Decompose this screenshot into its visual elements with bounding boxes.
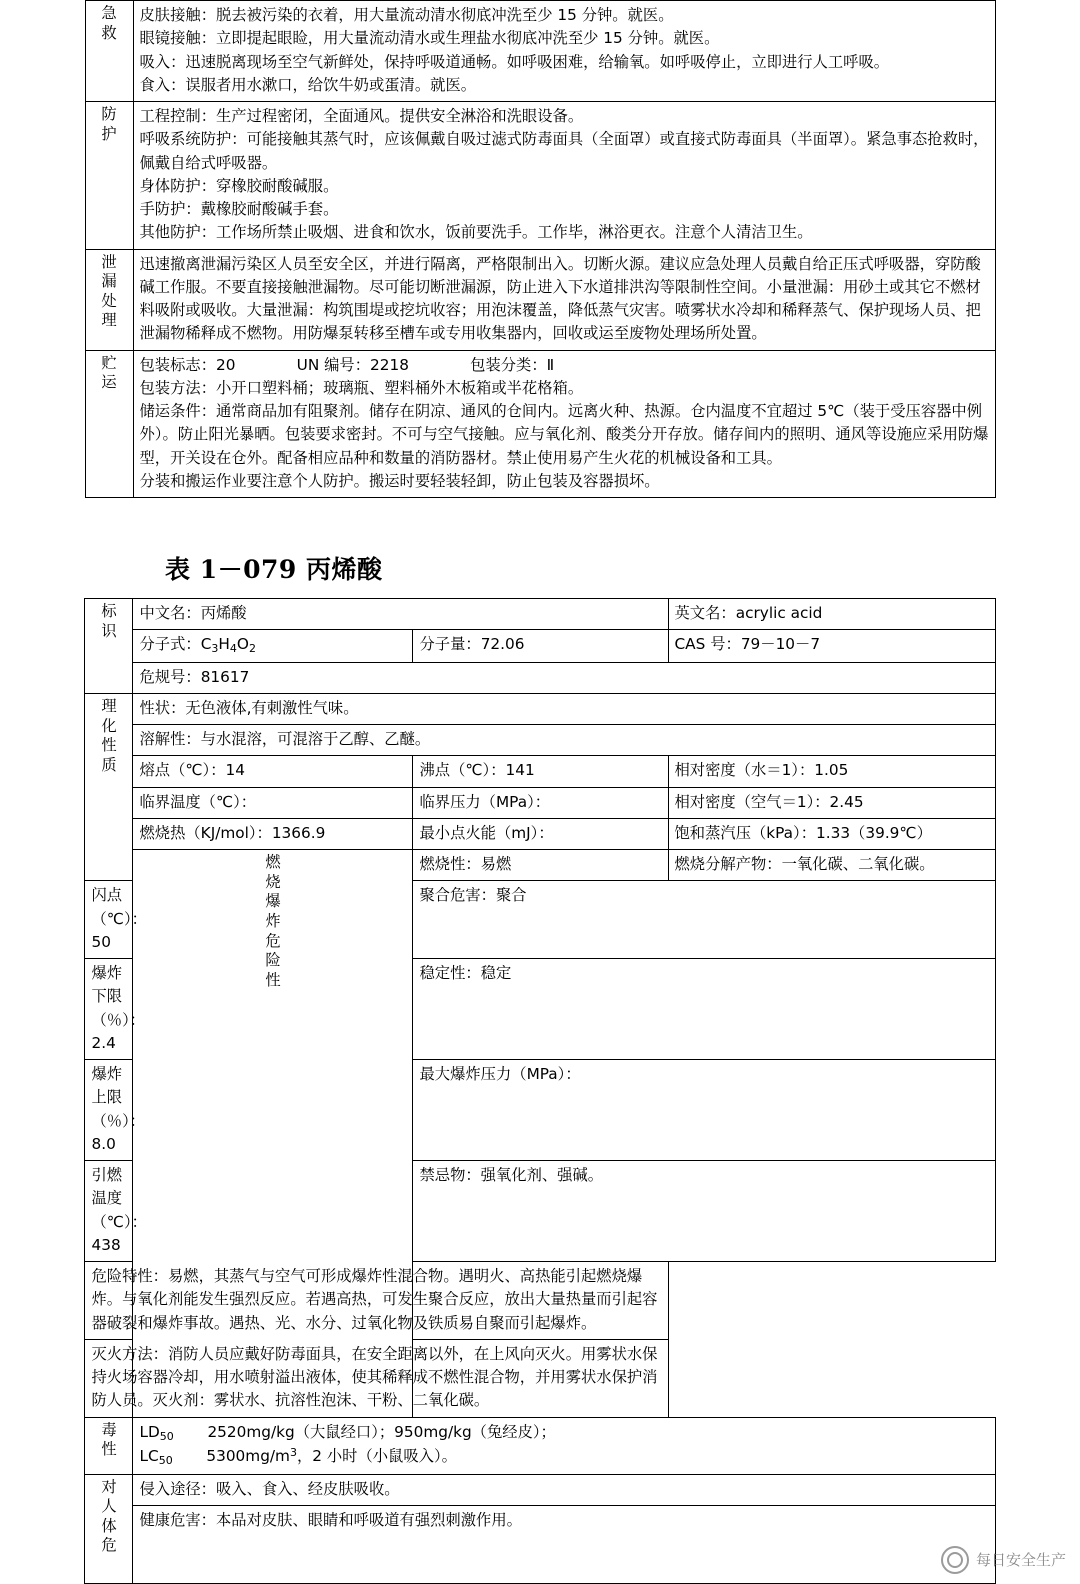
row-content-storage-transport: [133, 350, 995, 498]
cell-relative-density-water: 相对密度（水＝1）：1.05: [668, 756, 995, 787]
mw-label: 分子量：: [419, 635, 481, 654]
cell-molecular-weight: [413, 630, 668, 662]
cell-toxicity-values: [133, 1417, 995, 1474]
cell-flash-point: 闪点（℃）：50: [85, 881, 133, 959]
cell-polymerization-hazard: 聚合危害：聚合: [413, 881, 995, 959]
row-content-leak-handling: [133, 249, 995, 350]
first-aid-inhalation: 吸入：迅速脱离现场至空气新鲜处，保持呼吸道通畅。如呼吸困难，给输氧。如呼吸停止，立即进行人工呼吸。: [139, 52, 890, 71]
table-row: [85, 662, 995, 693]
table-row: [85, 756, 995, 787]
cell-exposure-route: 侵入途径：吸入、食入、经皮肤吸收。: [133, 1474, 995, 1505]
ld50-line: $LD_{50}$ 2520mg/kg（大鼠经口）；950mg/kg（兔经皮）；: [139, 1422, 556, 1443]
cell-english-name: [668, 599, 995, 630]
protection-engineering: 工程控制：生产过程密闭，全面通风。提供安全淋浴和洗眼设备。: [139, 107, 584, 125]
protection-other: 其他防护：工作场所禁止吸烟、进食和饮水，饭前要洗手。工作毕，淋浴更衣。注意个人清洁卫生。: [139, 223, 813, 242]
chinese-name-value: 丙烯酸: [200, 604, 247, 622]
cell-upper-explosion-limit: 爆炸上限（％）：8.0: [85, 1060, 133, 1161]
cell-molecular-formula: [133, 630, 413, 662]
cell-combustion-heat: 燃烧热（KJ/mol）：1366.9: [133, 818, 413, 849]
cell-critical-temperature: 临界温度（℃）：: [133, 787, 413, 818]
cell-lower-explosion-limit: 爆炸下限（％）：2.4: [85, 959, 133, 1060]
table-row: [85, 1505, 995, 1583]
table-row: [85, 350, 995, 498]
row-label-text: 对人体危: [101, 1477, 117, 1555]
table-row: [85, 850, 995, 881]
row-label-text: 急救: [101, 4, 117, 42]
table-row: [85, 1, 995, 102]
row-content-first-aid: [133, 1, 995, 102]
section-spacer: [0, 498, 1080, 528]
table-row: [85, 818, 995, 849]
cell-stability: 稳定性：稳定: [413, 959, 995, 1060]
page-title: 表 1－079 丙烯酸: [165, 555, 383, 584]
formula-value: $C_3H_4O_2$: [200, 635, 256, 655]
chemical-safety-table-top: [85, 0, 996, 498]
cell-cas-number: [668, 630, 995, 662]
row-label-human-hazard: [85, 1474, 133, 1583]
row-label-first-aid: [85, 1, 133, 102]
row-label-protection: [85, 102, 133, 250]
table-row: [85, 630, 995, 662]
circle-logo-icon: [941, 1546, 969, 1574]
cas-label: CAS 号：: [674, 635, 741, 654]
row-label-identity: [85, 599, 133, 694]
table-row: [85, 102, 995, 250]
cell-health-hazard: 健康危害：本品对皮肤、眼睛和呼吸道有强烈刺激作用。: [133, 1505, 995, 1583]
table-row: [85, 725, 995, 756]
row-label-text: 泄漏处理: [101, 252, 117, 330]
packaging-mark: 包装标志：20 UN 编号：2218 包装分类：Ⅱ: [139, 355, 555, 374]
cell-boiling-point: 沸点（℃）：141: [413, 756, 668, 787]
packaging-method: 包装方法：小开口塑料桶；玻璃瓶、塑料桶外木板箱或半花格箱。: [139, 378, 584, 397]
hazard-no-label: 危规号：: [139, 667, 201, 686]
row-label-text: 毒性: [101, 1420, 117, 1459]
cell-relative-density-air: 相对密度（空气＝1）：2.45: [668, 787, 995, 818]
cell-decomposition-products: 燃烧分解产物：一氧化碳、二氧化碳。: [668, 850, 995, 881]
protection-respiratory: 呼吸系统防护：可能接触其蒸气时，应该佩戴自吸过滤式防毒面具（全面罩）或直接式防毒面具（半面罩）。紧急事态抢救时，佩戴自给式呼吸器。: [139, 130, 989, 172]
leak-handling-text: 迅速撤离泄漏污染区人员至安全区，并进行隔离，严格限制出入。切断火源。建议应急处理人员戴自给正压式呼吸器，穿防酸碱工作服。不要直接接触泄漏物。尽可能切断泄漏源，防止进入下水道排洪沟等限制性空间。小量泄漏：用砂土或其它不燃材料吸附或吸收。大量泄漏：构筑围堤或挖坑收容；用泡沫覆盖，降低蒸气灾害。喷雾状水冷却和稀释蒸气、保护现场人员、把泄漏物稀释成不燃物。用防爆泵转移至槽车或专用收集器内，回收或运至废物处理场所处置。: [139, 254, 981, 343]
first-aid-eye: 眼镜接触：立即提起眼睑，用大量流动清水或生理盐水彻底冲洗至少 15 分钟。就医。: [139, 29, 720, 48]
cell-min-ignition-energy: 最小点火能（mJ）：: [413, 818, 668, 849]
row-label-toxicity: [85, 1417, 133, 1474]
table-row: [85, 599, 995, 630]
row-label-text: 贮运: [101, 353, 117, 392]
cell-extinguishing-method: 灭火方法：消防人员应戴好防毒面具，在安全距离以外，在上风向灭火。用雾状水保持火场容器冷却，用水喷射溢出液体，使其稀释成不燃性混合物，并用雾状水保护消防人员。灭火剂：雾状水、抗溶性泡沫、干粉、二氧化碳。: [85, 1339, 668, 1417]
cell-ignition-temperature: 引燃温度（℃）：438: [85, 1161, 133, 1262]
watermark: [941, 1546, 1066, 1574]
cell-max-explosion-pressure: 最大爆炸压力（MPa）：: [413, 1060, 995, 1161]
table-row: [85, 249, 995, 350]
table-row: [85, 1262, 995, 1340]
cell-incompatible-materials: 禁忌物：强氧化剂、强碱。: [413, 1161, 995, 1262]
cell-hazard-characteristics: 危险特性：易燃，其蒸气与空气可形成爆炸性混合物。遇明火、高热能引起燃烧爆炸。与氧化剂能发生强烈反应。若遇高热，可发生聚合反应，放出大量热量而引起容器破裂和爆炸事故。遇热、光、水分、过氧化物及铁质易自聚而引起爆炸。: [85, 1262, 668, 1340]
english-name-value: acrylic acid: [735, 604, 823, 622]
row-label-text: 防护: [101, 105, 117, 143]
cell-hazard-number: [133, 662, 995, 693]
row-label-text: 标识: [101, 602, 117, 640]
storage-conditions: 储运条件：通常商品加有阻聚剂。储存在阴凉、通风的仓间内。远离火种、热源。仓内温度不宜超过 5℃（装于受压容器中例外）。防止阳光暴晒。包装要求密封。不可与空气接触。应与氧化剂、酸类分开存放。储存间内的照明、通风等设施应采用防爆型，开关设在仓外。配备相应品种和数量的消防器材。禁止使用易产生火花的机械设备和工具。: [139, 402, 989, 467]
cell-melting-point: 熔点（℃）：14: [133, 756, 413, 787]
english-name-label: 英文名：: [674, 604, 736, 622]
row-label-text: 理化性质: [101, 696, 117, 774]
cell-appearance: 性状：无色液体,有刺激性气味。: [133, 693, 995, 724]
first-aid-skin: 皮肤接触：脱去被污染的衣着，用大量流动清水彻底冲洗至少 15 分钟。就医。: [139, 6, 674, 24]
lc50-line: $LC_{50}$ $5300mg/m^3$，2 小时（小鼠吸入）。: [139, 1446, 457, 1467]
row-label-text: 燃烧爆炸危险性: [265, 853, 281, 989]
row-label-leak-handling: [85, 249, 133, 350]
cas-value: 79－10－7: [740, 635, 821, 654]
first-aid-ingestion: 食入：误服者用水漱口，给饮牛奶或蛋清。就医。: [139, 75, 477, 94]
chinese-name-label: 中文名：: [139, 604, 201, 622]
cell-saturated-vapor-pressure: 饱和蒸汽压（kPa）：1.33（39.9℃）: [668, 818, 995, 849]
row-content-protection: [133, 102, 995, 250]
mw-value: 72.06: [480, 635, 525, 654]
row-label-physchem: [85, 693, 133, 881]
table-row: [85, 1417, 995, 1474]
hazard-no-value: 81617: [200, 667, 250, 686]
table-row: [85, 1474, 995, 1505]
table-row: [85, 1339, 995, 1417]
chemical-safety-table-acrylic-acid: [84, 598, 995, 1584]
watermark-text: 每日安全生产: [975, 1551, 1066, 1570]
table-row: [85, 787, 995, 818]
cell-solubility: 溶解性：与水混溶，可混溶于乙醇、乙醚。: [133, 725, 995, 756]
cell-flammability: 燃烧性：易燃: [413, 850, 668, 881]
protection-body: 身体防护：穿橡胶耐酸碱服。: [139, 176, 339, 195]
handling-note: 分装和搬运作业要注意个人防护。搬运时要轻装轻卸，防止包装及容器损坏。: [139, 471, 660, 490]
protection-hand: 手防护：戴橡胶耐酸碱手套。: [139, 200, 339, 218]
cell-chinese-name: [133, 599, 668, 630]
table-row: [85, 693, 995, 724]
row-label-storage-transport: [85, 350, 133, 498]
cell-critical-pressure: 临界压力（MPa）：: [413, 787, 668, 818]
formula-label: 分子式：: [139, 635, 201, 654]
